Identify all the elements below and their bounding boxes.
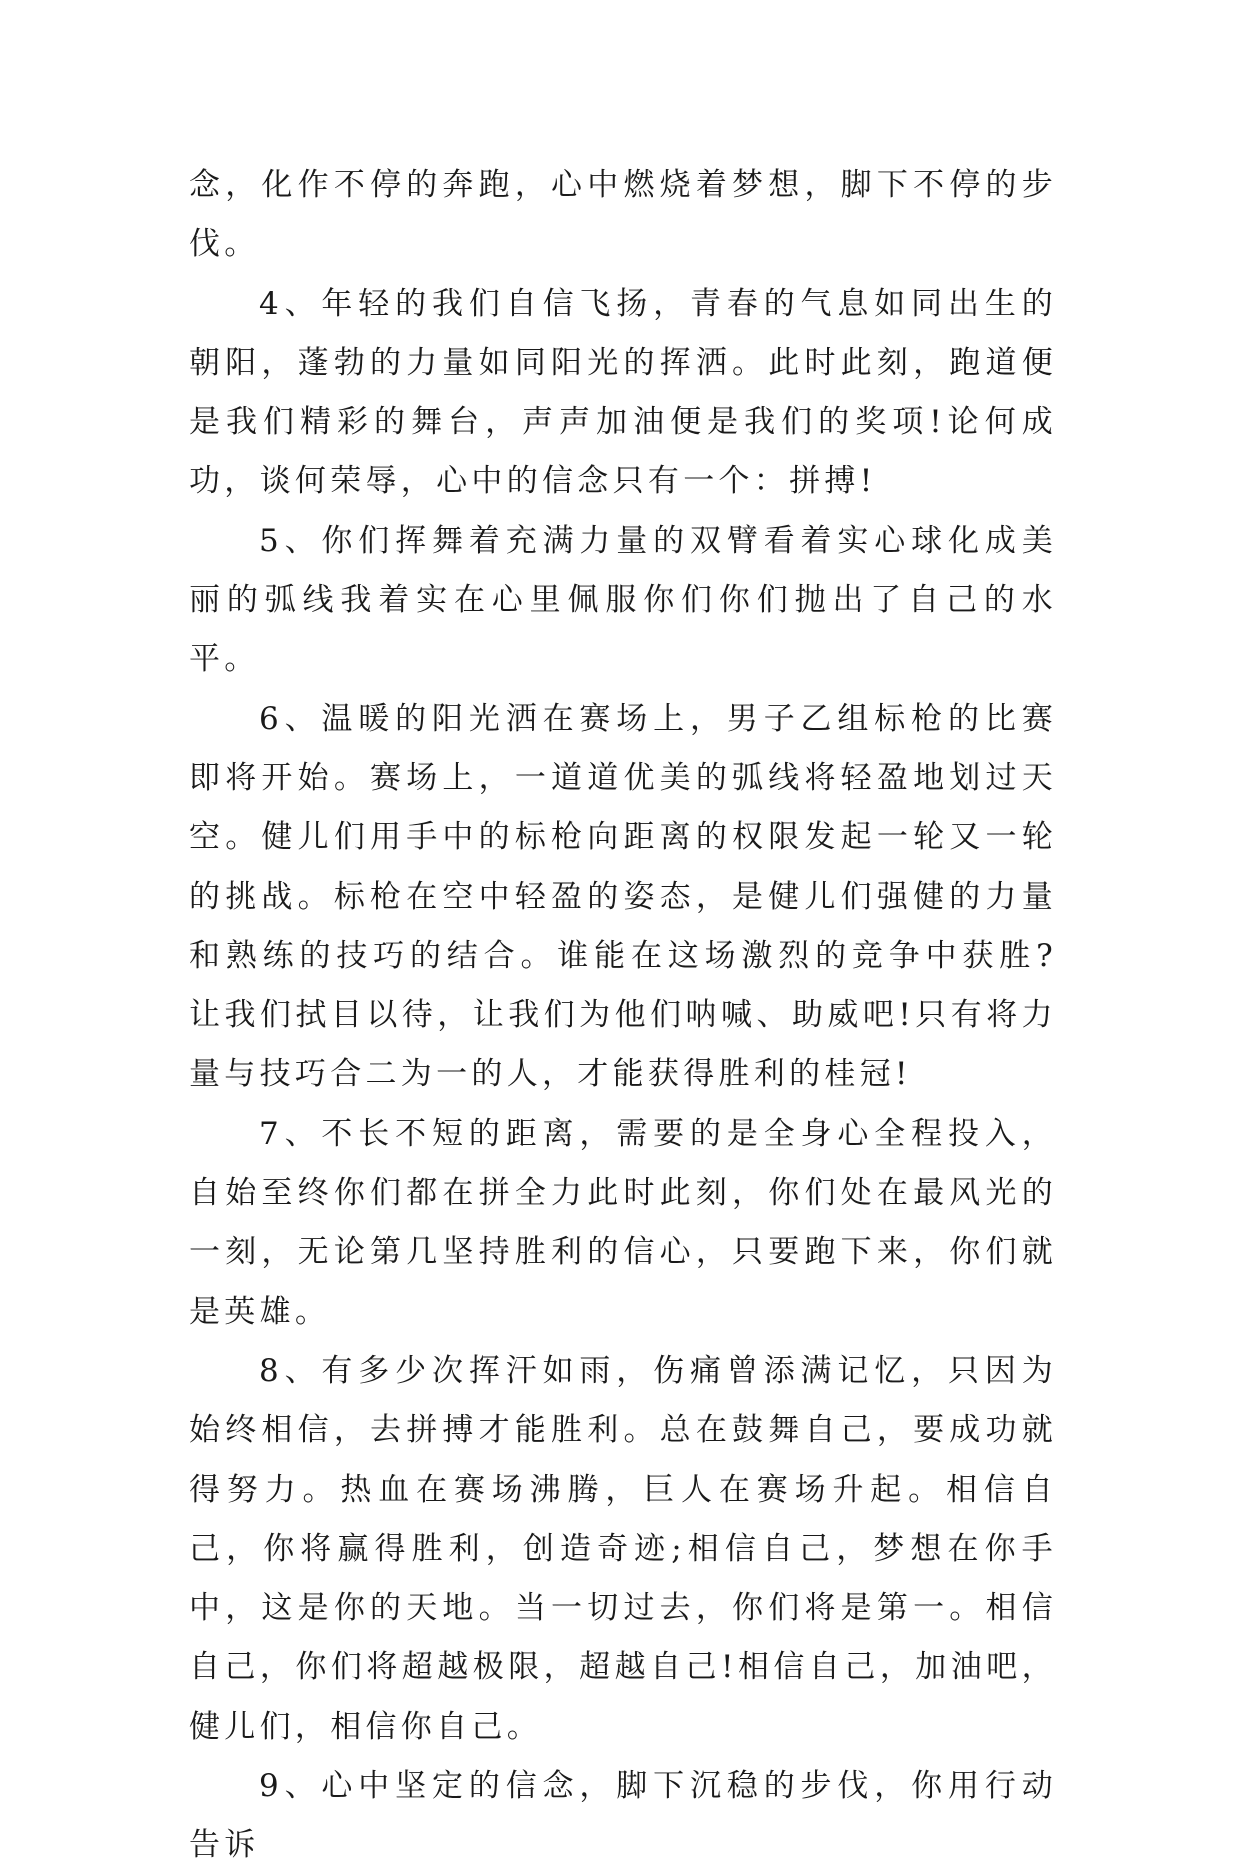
paragraph-4: 4、年轻的我们自信飞扬，青春的气息如同出生的朝阳，蓬勃的力量如同阳光的挥洒。此时此刻，跑道便是我们精彩的舞台，声声加油便是我们的奖项!论何成功，谈何荣辱，心中的信念只有一个：拼搏! (189, 285, 1057, 500)
paragraph-5: 5、你们挥舞着充满力量的双臂看着实心球化成美丽的弧线我着实在心里佩服你们你们抛出了自己的水平。 (189, 522, 1057, 678)
paragraph-continuation: 念，化作不停的奔跑，心中燃烧着梦想，脚下不停的步伐。 (189, 167, 1057, 263)
paragraph-8: 8、有多少次挥汗如雨，伤痛曾添满记忆，只因为始终相信，去拼搏才能胜利。总在鼓舞自己，要成功就得努力。热血在赛场沸腾，巨人在赛场升起。相信自己，你将赢得胜利，创造奇迹;相信自己，梦想在你手中，这是你的天地。当一切过去，你们将是第一。相信自己，你们将超越极限，超越自己!相信自己，加油吧，健儿们，相信你自己。 (189, 1352, 1057, 1745)
paragraph-6: 6、温暖的阳光洒在赛场上，男子乙组标枪的比赛即将开始。赛场上，一道道优美的弧线将轻盈地划过天空。健儿们用手中的标枪向距离的权限发起一轮又一轮的挑战。标枪在空中轻盈的姿态，是健儿们强健的力量和熟练的技巧的结合。谁能在这场激烈的竞争中获胜?让我们拭目以待，让我们为他们呐喊、助威吧!只有将力量与技巧合二为一的人，才能获得胜利的桂冠! (189, 700, 1057, 1093)
paragraph-7: 7、不长不短的距离，需要的是全身心全程投入，自始至终你们都在拼全力此时此刻，你们处在最风光的一刻，无论第几坚持胜利的信心，只要跑下来，你们就是英雄。 (189, 1115, 1057, 1330)
document-body (189, 156, 1057, 1876)
paragraph-9: 9、心中坚定的信念，脚下沉稳的步伐，你用行动告诉 (189, 1768, 1057, 1864)
